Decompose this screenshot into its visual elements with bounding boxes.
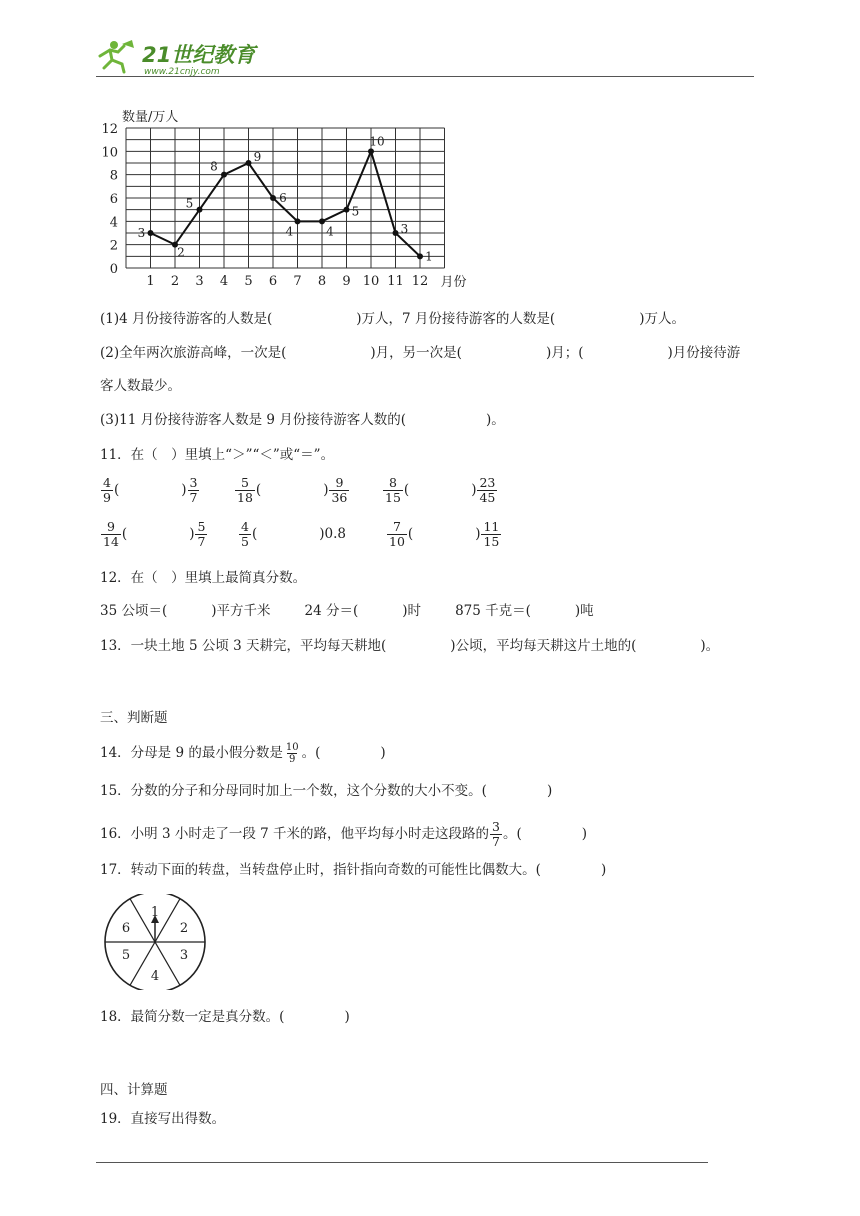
x-tick-label: 1 [146, 274, 155, 289]
y-tick-label: 10 [101, 145, 118, 161]
logo-title: 21世纪教育 [142, 43, 256, 67]
spinner-number: 6 [121, 921, 131, 936]
x-tick-label: 8 [317, 274, 327, 289]
q14: 14．分母是 9 的最小假分数是 $\frac{10}{9}$ 。( ) [100, 742, 386, 765]
q11-title: 11．在（ ）里填上“＞”“＜”或“＝”。 [100, 447, 335, 463]
data-label: 1 [425, 249, 433, 264]
y-tick-label: 4 [109, 215, 118, 231]
data-point [270, 195, 276, 201]
x-tick-label: 5 [244, 274, 253, 289]
logo-url: www.21cnjy.com [144, 67, 220, 77]
q11-row2-item3: $\frac{7}{10}$ ( ) $\frac{11}{15}$ [389, 519, 500, 549]
data-point [319, 218, 325, 224]
q10-part1: (1)4 月份接待游客的人数是( )万人，7 月份接待游客的人数是( )万人。 [100, 311, 685, 327]
data-label: 5 [351, 204, 360, 219]
q11-row1-item1: $\frac{4}{9}$ ( ) $\frac{3}{7}$ [103, 475, 198, 505]
data-point [417, 253, 423, 259]
data-point [197, 207, 203, 213]
x-axis-label: 月份 [440, 275, 467, 290]
data-label: 3 [137, 226, 146, 240]
q11-row2-item2: $\frac{4}{5}$ ( )0.8 [241, 519, 346, 549]
x-tick-label: 6 [268, 274, 278, 289]
data-label: 9 [253, 150, 262, 164]
y-tick-label: 8 [109, 168, 118, 184]
y-tick-label: 0 [109, 262, 118, 277]
data-point [393, 230, 399, 236]
q12-items: 35 公顷＝( )平方千米 24 分＝( )时 875 千克＝( )吨 [100, 603, 594, 619]
spinner-wheel [102, 894, 212, 990]
spinner-number: 3 [179, 948, 189, 963]
x-tick-label: 9 [342, 274, 351, 289]
x-tick-label: 2 [170, 274, 180, 289]
data-label: 2 [177, 245, 185, 260]
spinner-number: 2 [179, 921, 189, 936]
y-tick-label: 6 [109, 192, 118, 207]
q10-part2-cont: 客人数最少。 [100, 378, 181, 394]
tourist-line-chart [96, 108, 476, 293]
q12-title: 12．在（ ）里填上最简真分数。 [100, 570, 307, 586]
q18: 18．最简分数一定是真分数。( ) [100, 1009, 350, 1025]
data-label: 5 [185, 196, 194, 211]
runner-logo-icon [100, 40, 134, 72]
y-tick-label: 2 [109, 238, 118, 254]
data-point [295, 218, 301, 224]
spinner-number: 1 [150, 905, 160, 920]
q17: 17．转动下面的转盘，当转盘停止时，指针指向奇数的可能性比偶数大。( ) [100, 862, 607, 878]
x-tick-label: 12 [411, 274, 429, 289]
x-tick-label: 3 [195, 274, 204, 289]
data-point [344, 207, 350, 213]
q10-part3: (3)11 月份接待游客人数是 9 月份接待游客人数的( )。 [100, 412, 505, 428]
section-4-title: 四、计算题 [100, 1082, 168, 1098]
q15: 15．分数的分子和分母同时加上一个数，这个分数的大小不变。( ) [100, 783, 553, 799]
header-divider [96, 76, 754, 77]
data-label: 4 [326, 224, 334, 239]
data-label: 8 [210, 159, 218, 174]
data-label: 4 [285, 224, 294, 239]
x-tick-label: 4 [219, 274, 229, 289]
x-tick-label: 11 [387, 274, 404, 289]
section-3-title: 三、判断题 [100, 710, 168, 726]
data-label: 10 [369, 134, 385, 149]
x-tick-label: 10 [362, 274, 380, 289]
q13: 13．一块土地 5 公顷 3 天耕完，平均每天耕地( )公顷，平均每天耕这片土地的( )。 [100, 638, 720, 654]
footer-divider [96, 1162, 708, 1163]
y-axis-label: 数量/万人 [122, 110, 179, 125]
q16: 16．小明 3 小时走了一段 7 千米的路，他平均每小时走这段路的 $\frac{3}{7}$ 。( ) [100, 819, 588, 849]
q10-part2: (2)全年两次旅游高峰，一次是( )月，另一次是( )月；( )月份接待游 [100, 345, 741, 361]
data-point [246, 160, 252, 166]
q11-row2-item1: $\frac{9}{14}$ ( ) $\frac{5}{7}$ [103, 519, 206, 549]
data-point [148, 230, 154, 236]
q19: 19．直接写出得数。 [100, 1111, 226, 1127]
x-tick-label: 7 [293, 274, 302, 289]
spinner-number: 4 [150, 969, 160, 984]
data-point [368, 148, 374, 154]
data-point [221, 172, 227, 178]
q11-row1-item3: $\frac{8}{15}$ ( ) $\frac{23}{45}$ [385, 475, 496, 505]
q11-row1-item2: $\frac{5}{18}$ ( ) $\frac{9}{36}$ [237, 475, 348, 505]
logo [96, 36, 266, 78]
spinner-number: 5 [121, 948, 131, 963]
data-label: 6 [279, 191, 287, 205]
y-tick-label: 12 [101, 122, 118, 137]
data-label: 3 [400, 222, 409, 236]
